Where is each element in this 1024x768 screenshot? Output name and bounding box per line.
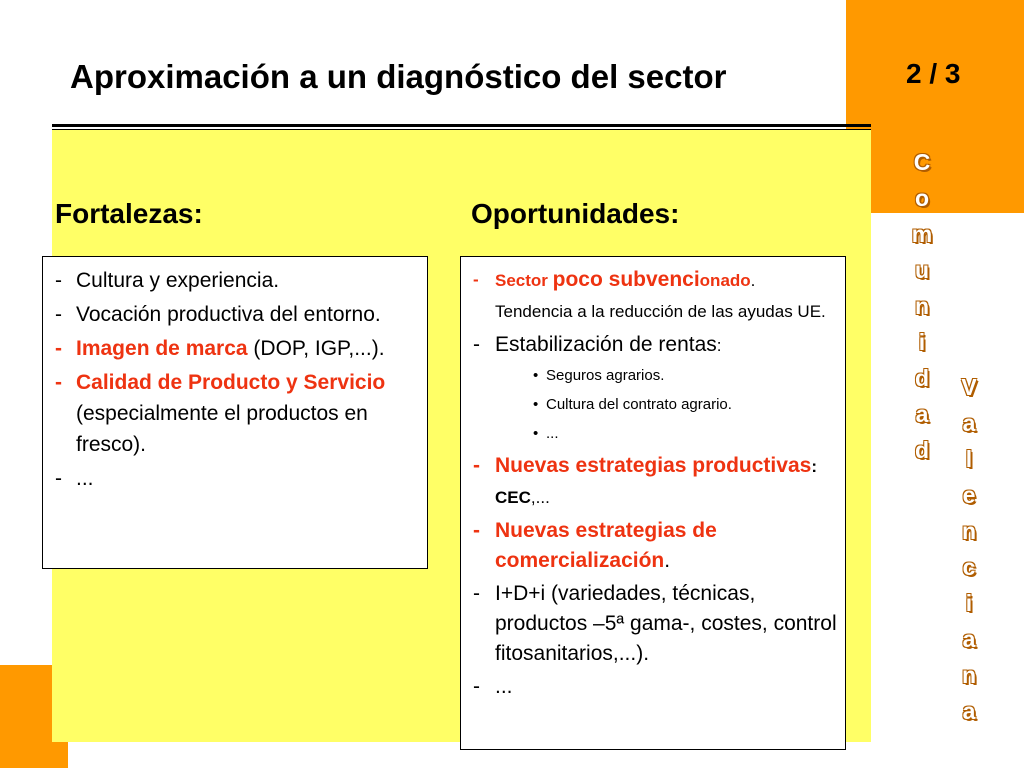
- list-item: - Vocación productiva del entorno.: [55, 303, 381, 326]
- vertical-letter: i: [918, 329, 926, 355]
- vertical-letter: d: [914, 365, 930, 391]
- vertical-letter: d: [914, 437, 930, 463]
- vertical-letter: m: [911, 221, 933, 247]
- list-item: - Cultura y experiencia.: [55, 269, 280, 292]
- vertical-letter: a: [962, 410, 976, 436]
- vertical-letter: a: [962, 698, 976, 724]
- vertical-letter: u: [914, 257, 930, 283]
- list-item: - Estabilización de rentas: • Seguros agrarios. • Cultura del contrato agrario. • ...: [471, 330, 837, 448]
- sub-bullet-item: • Seguros agrarios.: [533, 367, 665, 384]
- vertical-word-valenciana: [952, 369, 986, 729]
- oportunidades-box: [460, 256, 846, 750]
- list-item: - Nuevas estrategias de comercialización.: [473, 519, 717, 572]
- vertical-letter: e: [962, 482, 976, 508]
- vertical-letter: n: [961, 518, 977, 544]
- title-divider: [52, 124, 871, 127]
- vertical-letter: i: [965, 590, 973, 616]
- list-item: - ...: [473, 675, 513, 698]
- fortalezas-box: [42, 256, 428, 569]
- fortalezas-heading: Fortalezas:: [55, 198, 203, 229]
- oportunidades-heading: Oportunidades:: [471, 198, 680, 229]
- slide-title: Aproximación a un diagnóstico del sector: [70, 58, 727, 95]
- vertical-letter: a: [962, 626, 976, 652]
- list-item: - I+D+i (variedades, técnicas, productos –5ª gama-, costes, control fitosanitarios,...).: [473, 582, 837, 665]
- sub-bullet-item: • ...: [533, 425, 559, 442]
- list-item: - Calidad de Producto y Servicio (especialmente el productos en fresco).: [55, 371, 386, 456]
- list-item: - Sector poco subvencionado. Tendencia a la reducción de las ayudas UE.: [473, 268, 826, 321]
- sub-bullet-item: • Cultura del contrato agrario.: [533, 396, 732, 413]
- vertical-letter: V: [961, 374, 977, 400]
- vertical-letter: n: [961, 662, 977, 688]
- vertical-letter: o: [914, 185, 930, 211]
- vertical-letter: n: [914, 293, 930, 319]
- list-item: - Nuevas estrategias productivas: CEC,...: [473, 454, 817, 507]
- vertical-letter: a: [915, 401, 929, 427]
- vertical-letter: l: [965, 446, 973, 472]
- vertical-letter: C: [913, 149, 931, 175]
- vertical-letter: c: [962, 554, 976, 580]
- vertical-word-comunidad: [905, 144, 939, 468]
- list-item: - Imagen de marca (DOP, IGP,...).: [55, 337, 385, 360]
- page-indicator: 2 / 3: [906, 58, 961, 89]
- list-item: - ...: [55, 467, 94, 490]
- sub-bullet-list: [495, 361, 837, 448]
